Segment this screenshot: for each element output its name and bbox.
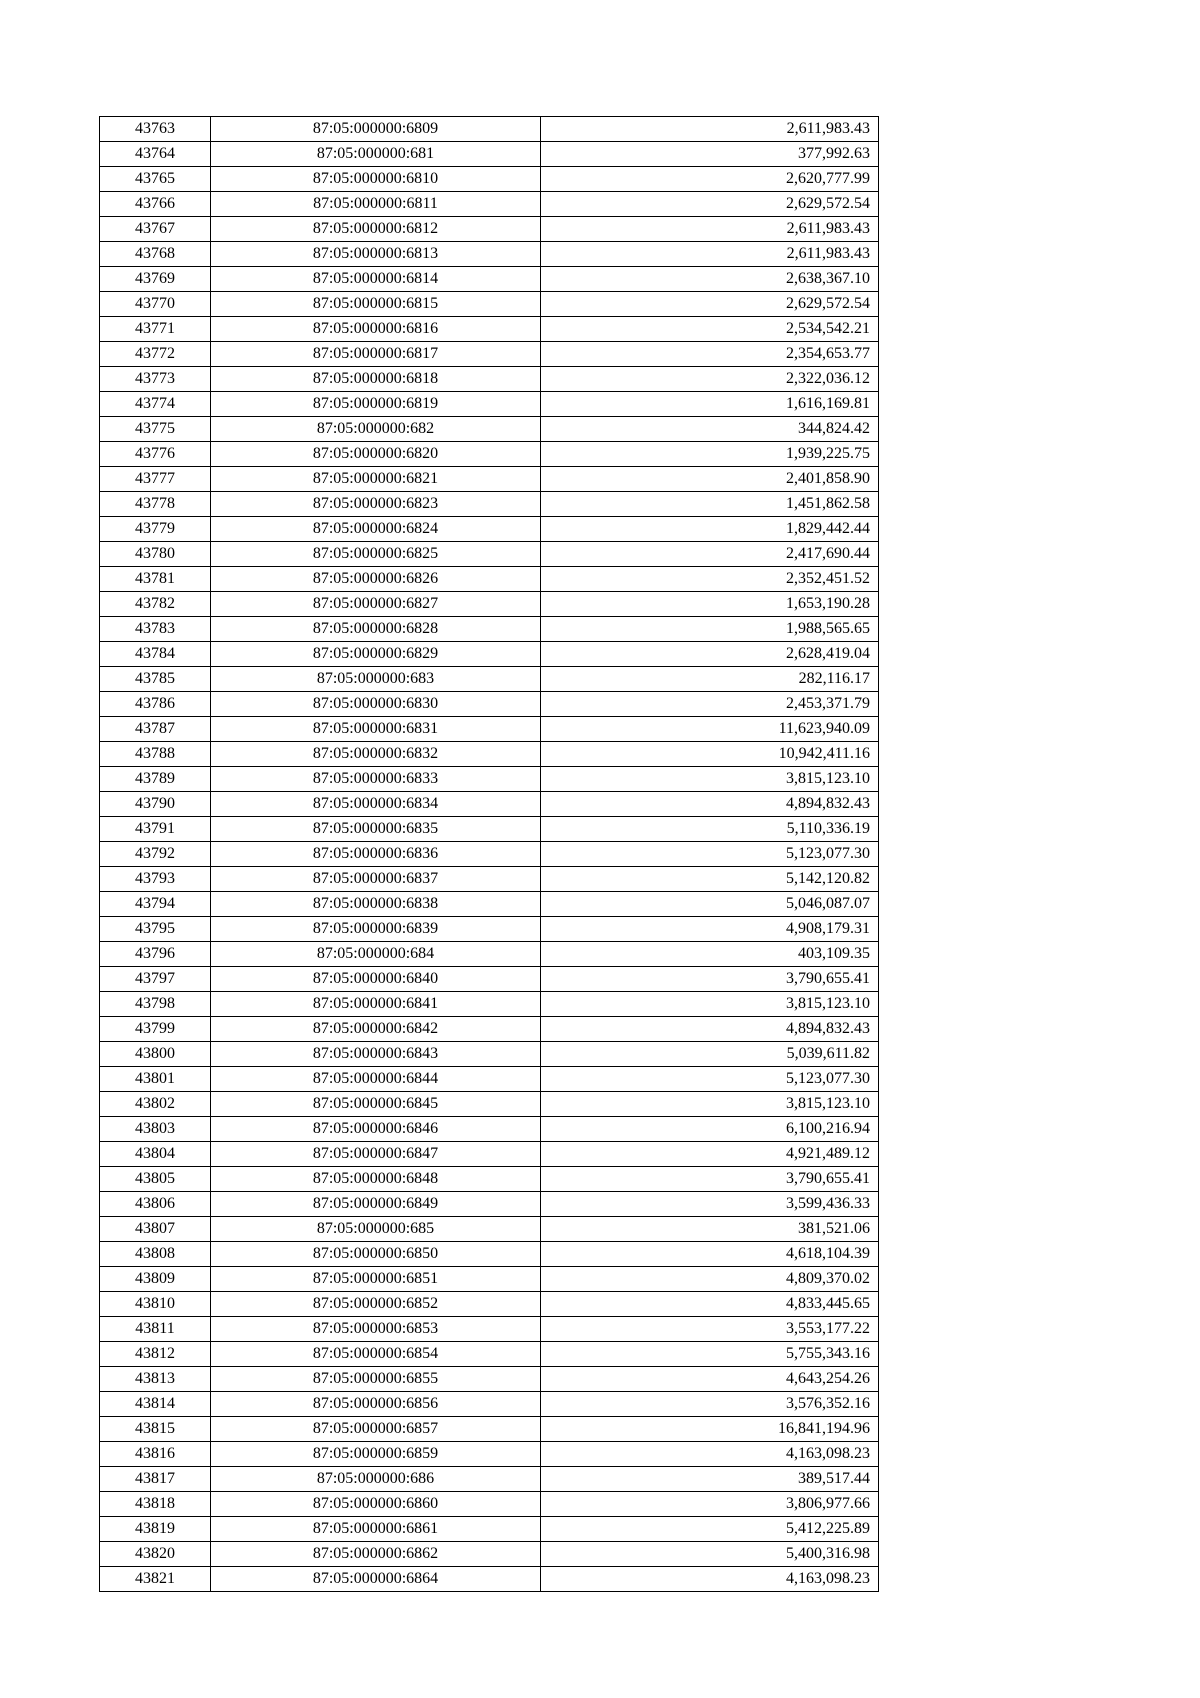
- cadastral-number-cell: 87:05:000000:6812: [211, 217, 541, 242]
- row-number-cell: 43779: [100, 517, 211, 542]
- table-row: [100, 1192, 879, 1217]
- table-row: [100, 142, 879, 167]
- table-row: [100, 117, 879, 142]
- cadastral-number-cell: 87:05:000000:6820: [211, 442, 541, 467]
- amount-cell: 4,809,370.02: [541, 1267, 879, 1292]
- cadastral-number-cell: 87:05:000000:6836: [211, 842, 541, 867]
- table-row: [100, 242, 879, 267]
- table-row: [100, 1267, 879, 1292]
- table-body: [100, 117, 879, 1592]
- amount-cell: 11,623,940.09: [541, 717, 879, 742]
- cadastral-number-cell: 87:05:000000:6825: [211, 542, 541, 567]
- amount-cell: 2,638,367.10: [541, 267, 879, 292]
- row-number-cell: 43773: [100, 367, 211, 392]
- amount-cell: 4,894,832.43: [541, 792, 879, 817]
- cadastral-number-cell: 87:05:000000:6817: [211, 342, 541, 367]
- row-number-cell: 43810: [100, 1292, 211, 1317]
- cadastral-number-cell: 87:05:000000:6821: [211, 467, 541, 492]
- cadastral-number-cell: 87:05:000000:6848: [211, 1167, 541, 1192]
- amount-cell: 2,352,451.52: [541, 567, 879, 592]
- cadastral-number-cell: 87:05:000000:6837: [211, 867, 541, 892]
- amount-cell: 3,553,177.22: [541, 1317, 879, 1342]
- table-row: [100, 1417, 879, 1442]
- cadastral-number-cell: 87:05:000000:6819: [211, 392, 541, 417]
- cadastral-number-cell: 87:05:000000:6835: [211, 817, 541, 842]
- cadastral-number-cell: 87:05:000000:6861: [211, 1517, 541, 1542]
- table-row: [100, 317, 879, 342]
- table-row: [100, 217, 879, 242]
- table-row: [100, 1442, 879, 1467]
- cadastral-number-cell: 87:05:000000:6811: [211, 192, 541, 217]
- cadastral-number-cell: 87:05:000000:6838: [211, 892, 541, 917]
- table-row: [100, 1567, 879, 1592]
- row-number-cell: 43778: [100, 492, 211, 517]
- cadastral-number-cell: 87:05:000000:6816: [211, 317, 541, 342]
- row-number-cell: 43763: [100, 117, 211, 142]
- table-row: [100, 642, 879, 667]
- row-number-cell: 43788: [100, 742, 211, 767]
- table-row: [100, 342, 879, 367]
- amount-cell: 4,833,445.65: [541, 1292, 879, 1317]
- cadastral-number-cell: 87:05:000000:681: [211, 142, 541, 167]
- amount-cell: 4,908,179.31: [541, 917, 879, 942]
- row-number-cell: 43800: [100, 1042, 211, 1067]
- row-number-cell: 43816: [100, 1442, 211, 1467]
- cadastral-number-cell: 87:05:000000:684: [211, 942, 541, 967]
- row-number-cell: 43811: [100, 1317, 211, 1342]
- cadastral-number-cell: 87:05:000000:6842: [211, 1017, 541, 1042]
- amount-cell: 1,653,190.28: [541, 592, 879, 617]
- amount-cell: 1,451,862.58: [541, 492, 879, 517]
- row-number-cell: 43801: [100, 1067, 211, 1092]
- table-row: [100, 192, 879, 217]
- table-row: [100, 1092, 879, 1117]
- table-row: [100, 667, 879, 692]
- row-number-cell: 43803: [100, 1117, 211, 1142]
- cadastral-number-cell: 87:05:000000:6827: [211, 592, 541, 617]
- row-number-cell: 43771: [100, 317, 211, 342]
- row-number-cell: 43815: [100, 1417, 211, 1442]
- cadastral-number-cell: 87:05:000000:686: [211, 1467, 541, 1492]
- amount-cell: 4,921,489.12: [541, 1142, 879, 1167]
- table-row: [100, 717, 879, 742]
- cadastral-number-cell: 87:05:000000:6832: [211, 742, 541, 767]
- amount-cell: 377,992.63: [541, 142, 879, 167]
- cadastral-number-cell: 87:05:000000:6851: [211, 1267, 541, 1292]
- cadastral-number-cell: 87:05:000000:682: [211, 417, 541, 442]
- amount-cell: 5,123,077.30: [541, 1067, 879, 1092]
- row-number-cell: 43820: [100, 1542, 211, 1567]
- row-number-cell: 43797: [100, 967, 211, 992]
- amount-cell: 16,841,194.96: [541, 1417, 879, 1442]
- amount-cell: 3,599,436.33: [541, 1192, 879, 1217]
- row-number-cell: 43796: [100, 942, 211, 967]
- cadastral-number-cell: 87:05:000000:6826: [211, 567, 541, 592]
- table-row: [100, 917, 879, 942]
- row-number-cell: 43787: [100, 717, 211, 742]
- row-number-cell: 43783: [100, 617, 211, 642]
- cadastral-number-cell: 87:05:000000:6841: [211, 992, 541, 1017]
- row-number-cell: 43794: [100, 892, 211, 917]
- table-row: [100, 617, 879, 642]
- table-row: [100, 742, 879, 767]
- table-row: [100, 842, 879, 867]
- amount-cell: 1,829,442.44: [541, 517, 879, 542]
- amount-cell: 3,790,655.41: [541, 1167, 879, 1192]
- amount-cell: 3,790,655.41: [541, 967, 879, 992]
- row-number-cell: 43780: [100, 542, 211, 567]
- cadastral-number-cell: 87:05:000000:6855: [211, 1367, 541, 1392]
- amount-cell: 4,894,832.43: [541, 1017, 879, 1042]
- row-number-cell: 43764: [100, 142, 211, 167]
- table-row: [100, 1042, 879, 1067]
- amount-cell: 10,942,411.16: [541, 742, 879, 767]
- amount-cell: 3,576,352.16: [541, 1392, 879, 1417]
- cadastral-number-cell: 87:05:000000:6860: [211, 1492, 541, 1517]
- cadastral-number-cell: 87:05:000000:6814: [211, 267, 541, 292]
- row-number-cell: 43775: [100, 417, 211, 442]
- cadastral-number-cell: 87:05:000000:6854: [211, 1342, 541, 1367]
- table-row: [100, 1117, 879, 1142]
- amount-cell: 5,142,120.82: [541, 867, 879, 892]
- row-number-cell: 43785: [100, 667, 211, 692]
- table-row: [100, 417, 879, 442]
- cadastral-number-cell: 87:05:000000:6809: [211, 117, 541, 142]
- cadastral-number-cell: 87:05:000000:6840: [211, 967, 541, 992]
- row-number-cell: 43776: [100, 442, 211, 467]
- table-row: [100, 1467, 879, 1492]
- cadastral-number-cell: 87:05:000000:6859: [211, 1442, 541, 1467]
- amount-cell: 2,417,690.44: [541, 542, 879, 567]
- cadastral-number-cell: 87:05:000000:6845: [211, 1092, 541, 1117]
- cadastral-number-cell: 87:05:000000:683: [211, 667, 541, 692]
- row-number-cell: 43767: [100, 217, 211, 242]
- table-row: [100, 1492, 879, 1517]
- amount-cell: 2,611,983.43: [541, 242, 879, 267]
- cadastral-number-cell: 87:05:000000:6849: [211, 1192, 541, 1217]
- row-number-cell: 43813: [100, 1367, 211, 1392]
- table-row: [100, 367, 879, 392]
- row-number-cell: 43818: [100, 1492, 211, 1517]
- amount-cell: 3,806,977.66: [541, 1492, 879, 1517]
- cadastral-number-cell: 87:05:000000:6813: [211, 242, 541, 267]
- row-number-cell: 43807: [100, 1217, 211, 1242]
- amount-cell: 5,039,611.82: [541, 1042, 879, 1067]
- cadastral-number-cell: 87:05:000000:6823: [211, 492, 541, 517]
- amount-cell: 5,046,087.07: [541, 892, 879, 917]
- cadastral-number-cell: 87:05:000000:6843: [211, 1042, 541, 1067]
- row-number-cell: 43798: [100, 992, 211, 1017]
- amount-cell: 4,618,104.39: [541, 1242, 879, 1267]
- row-number-cell: 43808: [100, 1242, 211, 1267]
- table-row: [100, 817, 879, 842]
- table-row: [100, 792, 879, 817]
- row-number-cell: 43795: [100, 917, 211, 942]
- row-number-cell: 43793: [100, 867, 211, 892]
- row-number-cell: 43766: [100, 192, 211, 217]
- table-row: [100, 1317, 879, 1342]
- row-number-cell: 43814: [100, 1392, 211, 1417]
- amount-cell: 1,988,565.65: [541, 617, 879, 642]
- table-row: [100, 1017, 879, 1042]
- amount-cell: 4,163,098.23: [541, 1567, 879, 1592]
- row-number-cell: 43809: [100, 1267, 211, 1292]
- row-number-cell: 43821: [100, 1567, 211, 1592]
- row-number-cell: 43786: [100, 692, 211, 717]
- cadastral-number-cell: 87:05:000000:6815: [211, 292, 541, 317]
- table-row: [100, 692, 879, 717]
- table-row: [100, 467, 879, 492]
- table-row: [100, 1292, 879, 1317]
- row-number-cell: 43790: [100, 792, 211, 817]
- row-number-cell: 43765: [100, 167, 211, 192]
- table-row: [100, 1167, 879, 1192]
- cadastral-number-cell: 87:05:000000:6847: [211, 1142, 541, 1167]
- table-row: [100, 567, 879, 592]
- table-row: [100, 1367, 879, 1392]
- row-number-cell: 43799: [100, 1017, 211, 1042]
- cadastral-number-cell: 87:05:000000:6853: [211, 1317, 541, 1342]
- amount-cell: 2,534,542.21: [541, 317, 879, 342]
- amount-cell: 5,400,316.98: [541, 1542, 879, 1567]
- cadastral-number-cell: 87:05:000000:6831: [211, 717, 541, 742]
- row-number-cell: 43792: [100, 842, 211, 867]
- amount-cell: 2,611,983.43: [541, 117, 879, 142]
- table-row: [100, 1392, 879, 1417]
- cadastral-number-cell: 87:05:000000:6830: [211, 692, 541, 717]
- cadastral-number-cell: 87:05:000000:6846: [211, 1117, 541, 1142]
- amount-cell: 1,939,225.75: [541, 442, 879, 467]
- cadastral-number-cell: 87:05:000000:6839: [211, 917, 541, 942]
- table-row: [100, 542, 879, 567]
- row-number-cell: 43770: [100, 292, 211, 317]
- table-row: [100, 967, 879, 992]
- amount-cell: 1,616,169.81: [541, 392, 879, 417]
- amount-cell: 5,755,343.16: [541, 1342, 879, 1367]
- row-number-cell: 43782: [100, 592, 211, 617]
- table-row: [100, 1217, 879, 1242]
- table-row: [100, 492, 879, 517]
- cadastral-number-cell: 87:05:000000:6829: [211, 642, 541, 667]
- amount-cell: 4,643,254.26: [541, 1367, 879, 1392]
- amount-cell: 6,100,216.94: [541, 1117, 879, 1142]
- row-number-cell: 43812: [100, 1342, 211, 1367]
- amount-cell: 282,116.17: [541, 667, 879, 692]
- table-row: [100, 1242, 879, 1267]
- row-number-cell: 43768: [100, 242, 211, 267]
- table-row: [100, 992, 879, 1017]
- amount-cell: 344,824.42: [541, 417, 879, 442]
- amount-cell: 2,322,036.12: [541, 367, 879, 392]
- row-number-cell: 43819: [100, 1517, 211, 1542]
- amount-cell: 381,521.06: [541, 1217, 879, 1242]
- row-number-cell: 43789: [100, 767, 211, 792]
- amount-cell: 2,629,572.54: [541, 292, 879, 317]
- cadastral-number-cell: 87:05:000000:6864: [211, 1567, 541, 1592]
- row-number-cell: 43777: [100, 467, 211, 492]
- table-row: [100, 292, 879, 317]
- cadastral-number-cell: 87:05:000000:6852: [211, 1292, 541, 1317]
- cadastral-number-cell: 87:05:000000:6844: [211, 1067, 541, 1092]
- table-row: [100, 592, 879, 617]
- amount-cell: 2,620,777.99: [541, 167, 879, 192]
- row-number-cell: 43817: [100, 1467, 211, 1492]
- table-row: [100, 867, 879, 892]
- cadastral-number-cell: 87:05:000000:6856: [211, 1392, 541, 1417]
- amount-cell: 3,815,123.10: [541, 767, 879, 792]
- table-row: [100, 1517, 879, 1542]
- cadastral-number-cell: 87:05:000000:6862: [211, 1542, 541, 1567]
- amount-cell: 2,354,653.77: [541, 342, 879, 367]
- table-row: [100, 942, 879, 967]
- amount-cell: 4,163,098.23: [541, 1442, 879, 1467]
- table-row: [100, 767, 879, 792]
- table-row: [100, 267, 879, 292]
- amount-cell: 5,412,225.89: [541, 1517, 879, 1542]
- amount-cell: 2,629,572.54: [541, 192, 879, 217]
- cadastral-number-cell: 87:05:000000:6857: [211, 1417, 541, 1442]
- table-row: [100, 167, 879, 192]
- cadastral-number-cell: 87:05:000000:6810: [211, 167, 541, 192]
- row-number-cell: 43802: [100, 1092, 211, 1117]
- row-number-cell: 43805: [100, 1167, 211, 1192]
- amount-cell: 2,401,858.90: [541, 467, 879, 492]
- table-row: [100, 1142, 879, 1167]
- cadastral-number-cell: 87:05:000000:685: [211, 1217, 541, 1242]
- table-row: [100, 517, 879, 542]
- table-row: [100, 1067, 879, 1092]
- row-number-cell: 43806: [100, 1192, 211, 1217]
- cadastral-number-cell: 87:05:000000:6833: [211, 767, 541, 792]
- data-table: [99, 116, 879, 1592]
- amount-cell: 3,815,123.10: [541, 1092, 879, 1117]
- row-number-cell: 43769: [100, 267, 211, 292]
- amount-cell: 5,110,336.19: [541, 817, 879, 842]
- cadastral-number-cell: 87:05:000000:6834: [211, 792, 541, 817]
- cadastral-number-cell: 87:05:000000:6850: [211, 1242, 541, 1267]
- amount-cell: 2,453,371.79: [541, 692, 879, 717]
- amount-cell: 3,815,123.10: [541, 992, 879, 1017]
- cadastral-number-cell: 87:05:000000:6818: [211, 367, 541, 392]
- row-number-cell: 43791: [100, 817, 211, 842]
- table-row: [100, 392, 879, 417]
- table-row: [100, 1542, 879, 1567]
- amount-cell: 389,517.44: [541, 1467, 879, 1492]
- row-number-cell: 43804: [100, 1142, 211, 1167]
- table-row: [100, 892, 879, 917]
- amount-cell: 403,109.35: [541, 942, 879, 967]
- table-row: [100, 1342, 879, 1367]
- amount-cell: 2,628,419.04: [541, 642, 879, 667]
- row-number-cell: 43784: [100, 642, 211, 667]
- amount-cell: 2,611,983.43: [541, 217, 879, 242]
- table-row: [100, 442, 879, 467]
- row-number-cell: 43774: [100, 392, 211, 417]
- row-number-cell: 43772: [100, 342, 211, 367]
- cadastral-number-cell: 87:05:000000:6828: [211, 617, 541, 642]
- row-number-cell: 43781: [100, 567, 211, 592]
- cadastral-number-cell: 87:05:000000:6824: [211, 517, 541, 542]
- amount-cell: 5,123,077.30: [541, 842, 879, 867]
